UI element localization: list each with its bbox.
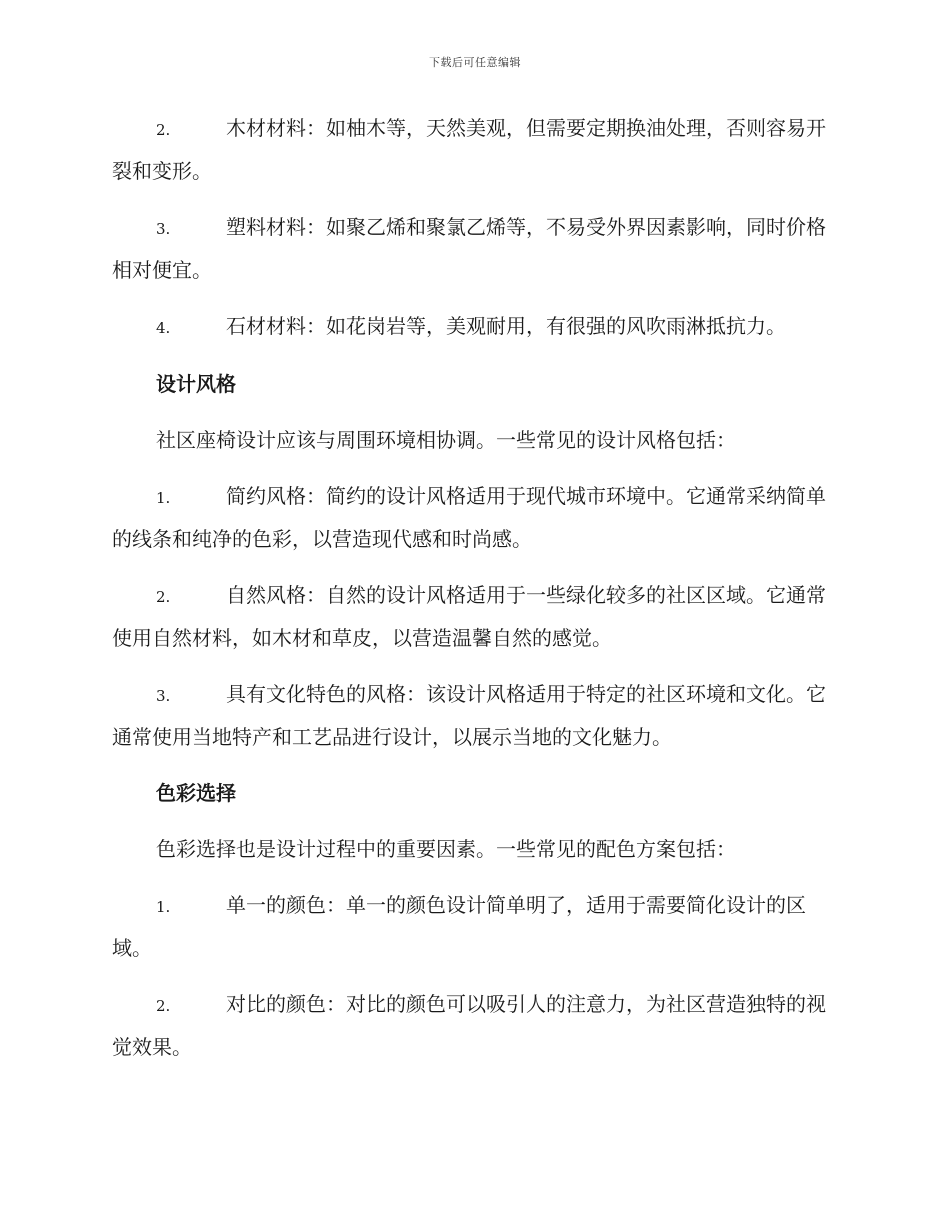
list-item	[112, 885, 834, 969]
list-item	[112, 575, 834, 659]
list-number: 1.	[156, 898, 171, 916]
list-item	[112, 108, 834, 192]
page-header: 下载后可任意编辑	[429, 56, 521, 69]
section-intro: 社区座椅设计应该与周围环境相协调。一些常见的设计风格包括：	[156, 428, 736, 452]
list-number: 3.	[156, 687, 171, 705]
list-item	[112, 207, 834, 291]
list-number: 3.	[156, 220, 171, 238]
list-item	[112, 674, 834, 758]
section-intro: 色彩选择也是设计过程中的重要因素。一些常见的配色方案包括：	[156, 837, 736, 861]
list-text: 木材材料：如柚木等，天然美观，但需要定期换油处理，否则容易开裂和变形。	[112, 116, 826, 183]
list-item	[112, 306, 834, 349]
list-text: 塑料材料：如聚乙烯和聚氯乙烯等，不易受外界因素影响，同时价格相对便宜。	[112, 215, 826, 282]
list-text: 对比的颜色：对比的颜色可以吸引人的注意力，为社区营造独特的视觉效果。	[112, 992, 826, 1059]
list-text: 自然风格：自然的设计风格适用于一些绿化较多的社区区域。它通常使用自然材料，如木材和草皮，以营造温馨自然的感觉。	[112, 583, 826, 650]
list-text: 具有文化特色的风格：该设计风格适用于特定的社区环境和文化。它通常使用当地特产和工艺品进行设计，以展示当地的文化魅力。	[112, 682, 826, 749]
list-text: 单一的颜色：单一的颜色设计简单明了，适用于需要简化设计的区域。	[112, 893, 806, 960]
section-heading-color-choice: 色彩选择	[156, 781, 236, 805]
list-number: 2.	[156, 121, 171, 139]
list-item	[112, 476, 834, 560]
list-number: 1.	[156, 489, 171, 507]
list-number: 4.	[156, 319, 171, 337]
list-number: 2.	[156, 588, 171, 606]
document-body	[112, 108, 834, 1083]
list-text: 石材材料：如花岗岩等，美观耐用，有很强的风吹雨淋抵抗力。	[226, 314, 786, 338]
list-text: 简约风格：简约的设计风格适用于现代城市环境中。它通常采纳简单的线条和纯净的色彩，以营造现代感和时尚感。	[112, 484, 826, 551]
section-heading-design-style: 设计风格	[156, 372, 236, 396]
list-item	[112, 984, 834, 1068]
list-number: 2.	[156, 997, 171, 1015]
